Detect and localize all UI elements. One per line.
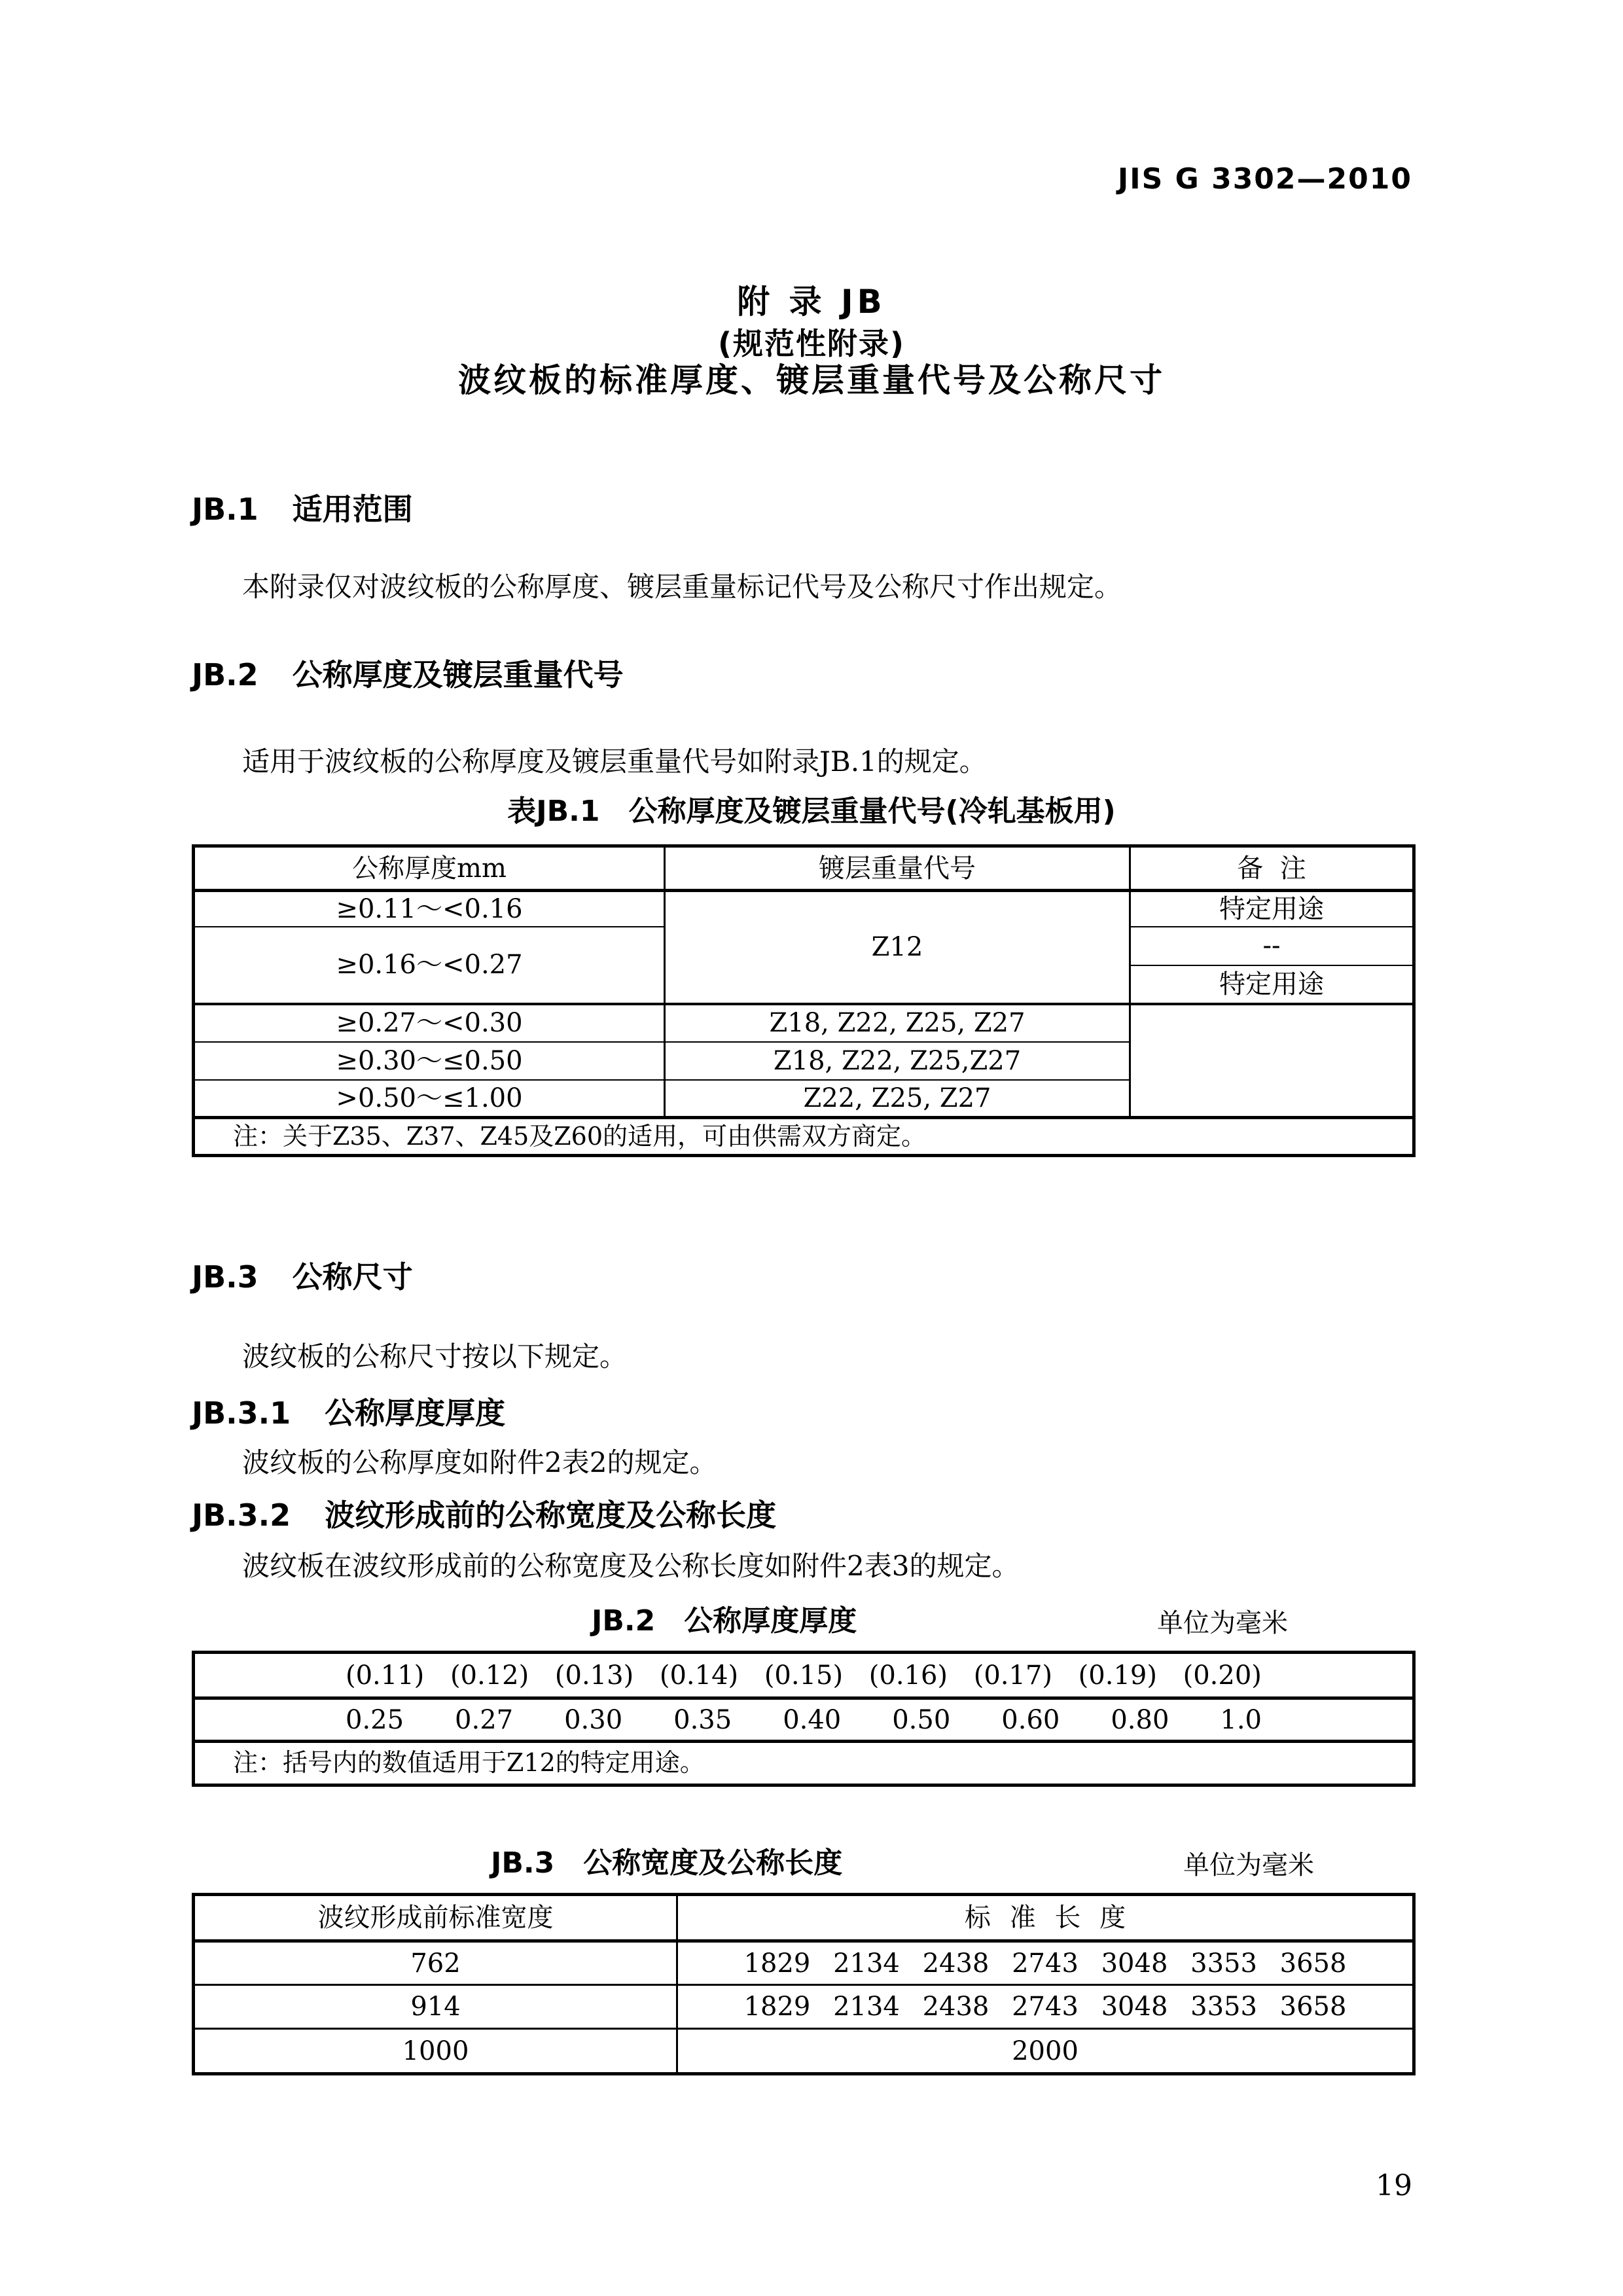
thickness-value: (0.11) xyxy=(346,1660,425,1691)
table-row xyxy=(194,1004,1414,1042)
cell-coating-codes: Z22, Z25, Z27 xyxy=(665,1080,1130,1118)
cell-width-value: 1000 xyxy=(194,2029,677,2074)
cell-width-value: 914 xyxy=(194,1985,677,2029)
table-row xyxy=(194,1985,1414,2029)
col-header-pre-corrugation-width: 波纹形成前标准宽度 xyxy=(194,1895,677,1941)
section-title: 公称厚度厚度 xyxy=(325,1395,506,1431)
thickness-value: (0.13) xyxy=(554,1660,634,1691)
cell-width-value: 762 xyxy=(194,1941,677,1985)
table-caption-number: JB.2 xyxy=(592,1604,656,1638)
table-note-row xyxy=(194,1118,1414,1156)
thickness-value: 0.50 xyxy=(892,1704,951,1735)
table-jb2-caption xyxy=(592,1604,857,1638)
appendix-subtitle: (规范性附录) xyxy=(717,326,906,361)
table-row xyxy=(194,891,1414,927)
cell-coating-z12: Z12 xyxy=(665,891,1130,1004)
table-row xyxy=(194,1653,1414,1698)
thickness-value: 0.60 xyxy=(1001,1704,1060,1735)
thickness-value: 1.0 xyxy=(1220,1704,1262,1735)
cell-coating-codes: Z18, Z22, Z25,Z27 xyxy=(665,1042,1130,1080)
cell-length-values: 2000 xyxy=(677,2029,1414,2074)
thickness-value: (0.15) xyxy=(764,1660,844,1691)
paragraph-jb2: 适用于波纹板的公称厚度及镀层重量代号如附录JB.1的规定。 xyxy=(242,745,987,778)
section-title: 波纹形成前的公称宽度及公称长度 xyxy=(325,1498,777,1533)
thickness-value: 0.25 xyxy=(346,1704,404,1735)
table-jb1-note: 注：关于Z35、Z37、Z45及Z60的适用，可由供需双方商定。 xyxy=(194,1118,1414,1156)
section-title: 公称尺寸 xyxy=(292,1259,413,1295)
paragraph-jb31: 波纹板的公称厚度如附件2表2的规定。 xyxy=(242,1446,717,1479)
table-jb2 xyxy=(192,1651,1416,1787)
appendix-title: 附 录 JB xyxy=(737,283,886,321)
thickness-value: (0.12) xyxy=(450,1660,529,1691)
table-caption-text: 公称宽度及公称长度 xyxy=(583,1846,843,1880)
table-row xyxy=(194,2029,1414,2074)
table-jb3-caption xyxy=(491,1846,843,1880)
section-title: 适用范围 xyxy=(292,492,413,527)
row-parenthesized-thicknesses xyxy=(194,1653,1414,1698)
section-heading-jb3 xyxy=(192,1259,413,1295)
section-number: JB.3.1 xyxy=(192,1395,291,1431)
table-caption-number: JB.3 xyxy=(491,1846,555,1880)
table-row xyxy=(194,1698,1414,1742)
table-jb3 xyxy=(192,1893,1416,2075)
row-standard-thicknesses xyxy=(194,1698,1414,1742)
cell-length-values: 1829 2134 2438 2743 3048 3353 3658 xyxy=(677,1941,1414,1985)
table-caption-number: 表JB.1 xyxy=(507,795,600,828)
thickness-value: 0.40 xyxy=(783,1704,842,1735)
section-heading-jb32 xyxy=(192,1498,777,1533)
col-header-coating-code: 镀层重量代号 xyxy=(665,846,1130,891)
paragraph-jb3: 波纹板的公称尺寸按以下规定。 xyxy=(242,1340,628,1372)
cell-thickness-range: >0.50～≤1.00 xyxy=(194,1080,665,1118)
section-heading-jb31 xyxy=(192,1395,506,1431)
table-jb2-unit-label: 单位为毫米 xyxy=(1157,1608,1288,1638)
table-jb1-caption xyxy=(0,797,1623,826)
thickness-value: 0.35 xyxy=(673,1704,732,1735)
cell-coating-codes: Z18, Z22, Z25, Z27 xyxy=(665,1004,1130,1042)
thickness-value: 0.30 xyxy=(564,1704,623,1735)
col-header-remark: 备 注 xyxy=(1130,846,1414,891)
cell-remark: -- xyxy=(1130,927,1414,965)
thickness-value: (0.14) xyxy=(659,1660,739,1691)
table-row xyxy=(194,1941,1414,1985)
cell-length-values: 1829 2134 2438 2743 3048 3353 3658 xyxy=(677,1985,1414,2029)
section-number: JB.3 xyxy=(192,1259,259,1295)
section-number: JB.1 xyxy=(192,492,259,527)
standard-number-header: JIS G 3302—2010 xyxy=(1117,162,1412,196)
paragraph-jb32: 波纹板在波纹形成前的公称宽度及公称长度如附件2表3的规定。 xyxy=(242,1550,1020,1582)
thickness-value: (0.16) xyxy=(868,1660,948,1691)
cell-remark: 特定用途 xyxy=(1130,891,1414,927)
table-note-row xyxy=(194,1742,1414,1785)
cell-remark-empty xyxy=(1130,1004,1414,1118)
table-caption-text: 公称厚度厚度 xyxy=(684,1604,857,1638)
section-number: JB.2 xyxy=(192,657,259,692)
table-jb3-unit-label: 单位为毫米 xyxy=(1183,1850,1314,1880)
section-heading-jb2 xyxy=(192,657,624,692)
table-jb3-header-row xyxy=(194,1895,1414,1941)
paragraph-jb1: 本附录仅对波纹板的公称厚度、镀层重量标记代号及公称尺寸作出规定。 xyxy=(242,571,1122,603)
thickness-value: (0.19) xyxy=(1078,1660,1157,1691)
thickness-value: (0.20) xyxy=(1183,1660,1262,1691)
cell-thickness-range: ≥0.11～<0.16 xyxy=(194,891,665,927)
thickness-value: (0.17) xyxy=(973,1660,1052,1691)
cell-thickness-range: ≥0.30～≤0.50 xyxy=(194,1042,665,1080)
thickness-value: 0.27 xyxy=(455,1704,514,1735)
appendix-subject: 波纹板的标准厚度、镀层重量代号及公称尺寸 xyxy=(458,361,1165,399)
cell-thickness-range: ≥0.27～<0.30 xyxy=(194,1004,665,1042)
table-jb1 xyxy=(192,844,1416,1157)
table-caption-text: 公称厚度及镀层重量代号(冷轧基板用) xyxy=(628,795,1116,828)
page-number: 19 xyxy=(1376,2169,1412,2202)
table-jb1-header-row xyxy=(194,846,1414,891)
col-header-thickness: 公称厚度mm xyxy=(194,846,665,891)
table-jb2-note: 注：括号内的数值适用于Z12的特定用途。 xyxy=(194,1742,1414,1785)
cell-remark: 特定用途 xyxy=(1130,965,1414,1004)
thickness-value: 0.80 xyxy=(1111,1704,1169,1735)
col-header-standard-length: 标 准 长 度 xyxy=(677,1895,1414,1941)
section-heading-jb1 xyxy=(192,492,413,527)
cell-thickness-range: ≥0.16～<0.27 xyxy=(194,927,665,1004)
section-title: 公称厚度及镀层重量代号 xyxy=(292,657,624,692)
section-number: JB.3.2 xyxy=(192,1498,291,1533)
